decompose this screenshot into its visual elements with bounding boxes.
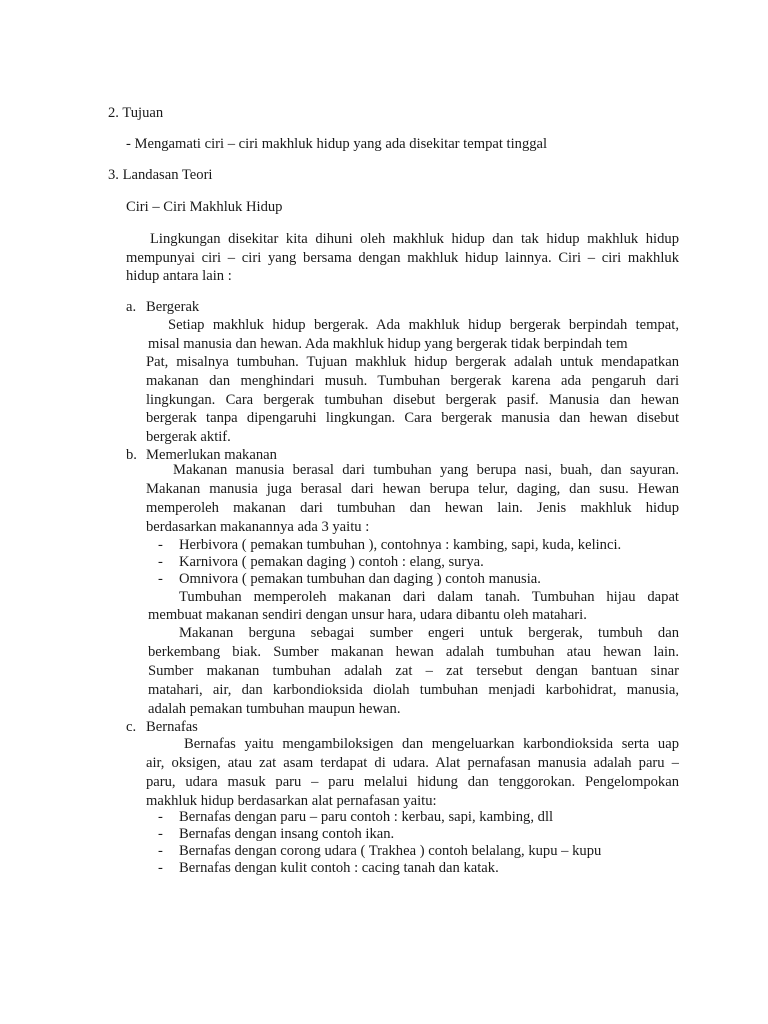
para-line: paru, udara masuk paru – paru melalui hidung dan tenggorokan. Pengelompokan [146, 774, 679, 790]
list-marker: a. [126, 299, 137, 315]
para-line: berdasarkan makanannya ada 3 yaitu : [146, 519, 370, 535]
list-title: Bergerak [146, 299, 200, 315]
bullet-dash: - [158, 809, 163, 825]
para-line: makanan dan menghindari musuh. Tumbuhan bergerak karena ada pengaruh dari [146, 373, 679, 389]
bullet-item: Herbivora ( pemakan tumbuhan ), contohnya : kambing, sapi, kuda, kelinci. [179, 537, 622, 553]
para-line: Bernafas yaitu mengambiloksigen dan mengeluarkan karbondioksida serta uap [184, 736, 679, 752]
para-line: Sumber makanan tumbuhan adalah zat – zat tersebut dengan bantuan sinar [148, 663, 679, 679]
para-line: misal manusia dan hewan. Ada makhluk hidup yang bergerak tidak berpindah tem [148, 336, 628, 352]
bullet-dash: - [158, 826, 163, 842]
para-line: Tumbuhan memperoleh makanan dari dalam tanah. Tumbuhan hijau dapat [179, 589, 679, 605]
para-line: bergerak aktif. [146, 429, 231, 445]
bullet-dash: - [158, 554, 163, 570]
para-line: adalah pemakan tumbuhan maupun hewan. [148, 701, 401, 717]
bullet-item: Omnivora ( pemakan tumbuhan dan daging ) contoh manusia. [179, 571, 541, 587]
intro-line: hidup antara lain : [126, 268, 232, 284]
bullet-item: Bernafas dengan paru – paru contoh : kerbau, sapi, kambing, dll [179, 809, 554, 825]
para-line: makhluk hidup berdasarkan alat pernafasan yaitu: [146, 793, 437, 809]
bullet-dash: - [158, 537, 163, 553]
section-heading-landasan: 3. Landasan Teori [108, 167, 213, 183]
para-line: membuat makanan sendiri dengan unsur hara, udara dibantu oleh matahari. [148, 607, 587, 623]
list-marker: b. [126, 447, 137, 463]
tujuan-item: - Mengamati ciri – ciri makhluk hidup yang ada disekitar tempat tinggal [126, 136, 548, 152]
bullet-item: Bernafas dengan insang contoh ikan. [179, 826, 395, 842]
bullet-dash: - [158, 860, 163, 876]
list-title: Bernafas [146, 719, 198, 735]
bullet-dash: - [158, 571, 163, 587]
para-line: bergerak tanpa dipengaruhi lingkungan. Cara bergerak manusia dan hewan disebut [146, 410, 679, 426]
para-line: memperoleh makanan dari tumbuhan dan hewan lain. Jenis makhluk hidup [146, 500, 679, 516]
list-title: Memerlukan makanan [146, 447, 277, 463]
bullet-item: Bernafas dengan kulit contoh : cacing tanah dan katak. [179, 860, 499, 876]
intro-line: mempunyai ciri – ciri yang bersama dengan makhluk hidup lainnya. Ciri – ciri makhluk [126, 250, 679, 266]
para-line: Pat, misalnya tumbuhan. Tujuan makhluk hidup bergerak adalah untuk mendapatkan [146, 354, 679, 370]
bullet-item: Karnivora ( pemakan daging ) contoh : elang, surya. [179, 554, 484, 570]
para-line: lingkungan. Cara bergerak tumbuhan disebut bergerak pasif. Manusia dan hewan [146, 392, 679, 408]
list-marker: c. [126, 719, 137, 735]
section-heading-tujuan: 2. Tujuan [108, 105, 164, 121]
para-line: matahari, air, dan karbondioksida diolah tumbuhan menjadi karbohidrat, manusia, [148, 682, 679, 698]
para-line: Makanan manusia berasal dari tumbuhan yang berupa nasi, buah, dan sayuran. [173, 462, 679, 478]
intro-line: Lingkungan disekitar kita dihuni oleh makhluk hidup dan tak hidup makhluk hidup [150, 231, 679, 247]
para-line: Makanan manusia juga berasal dari hewan berupa telur, daging, dan susu. Hewan [146, 481, 679, 497]
para-line: Setiap makhluk hidup bergerak. Ada makhluk hidup bergerak berpindah tempat, [168, 317, 679, 333]
subheading: Ciri – Ciri Makhluk Hidup [126, 199, 283, 215]
para-line: berkembang biak. Sumber makanan hewan adalah tumbuhan atau hewan lain. [148, 644, 679, 660]
bullet-dash: - [158, 843, 163, 859]
bullet-item: Bernafas dengan corong udara ( Trakhea ) contoh belalang, kupu – kupu [179, 843, 602, 859]
para-line: Makanan berguna sebagai sumber engeri untuk bergerak, tumbuh dan [179, 625, 679, 641]
para-line: air, oksigen, atau zat asam terdapat di udara. Alat pernafasan manusia adalah paru – [146, 755, 679, 771]
